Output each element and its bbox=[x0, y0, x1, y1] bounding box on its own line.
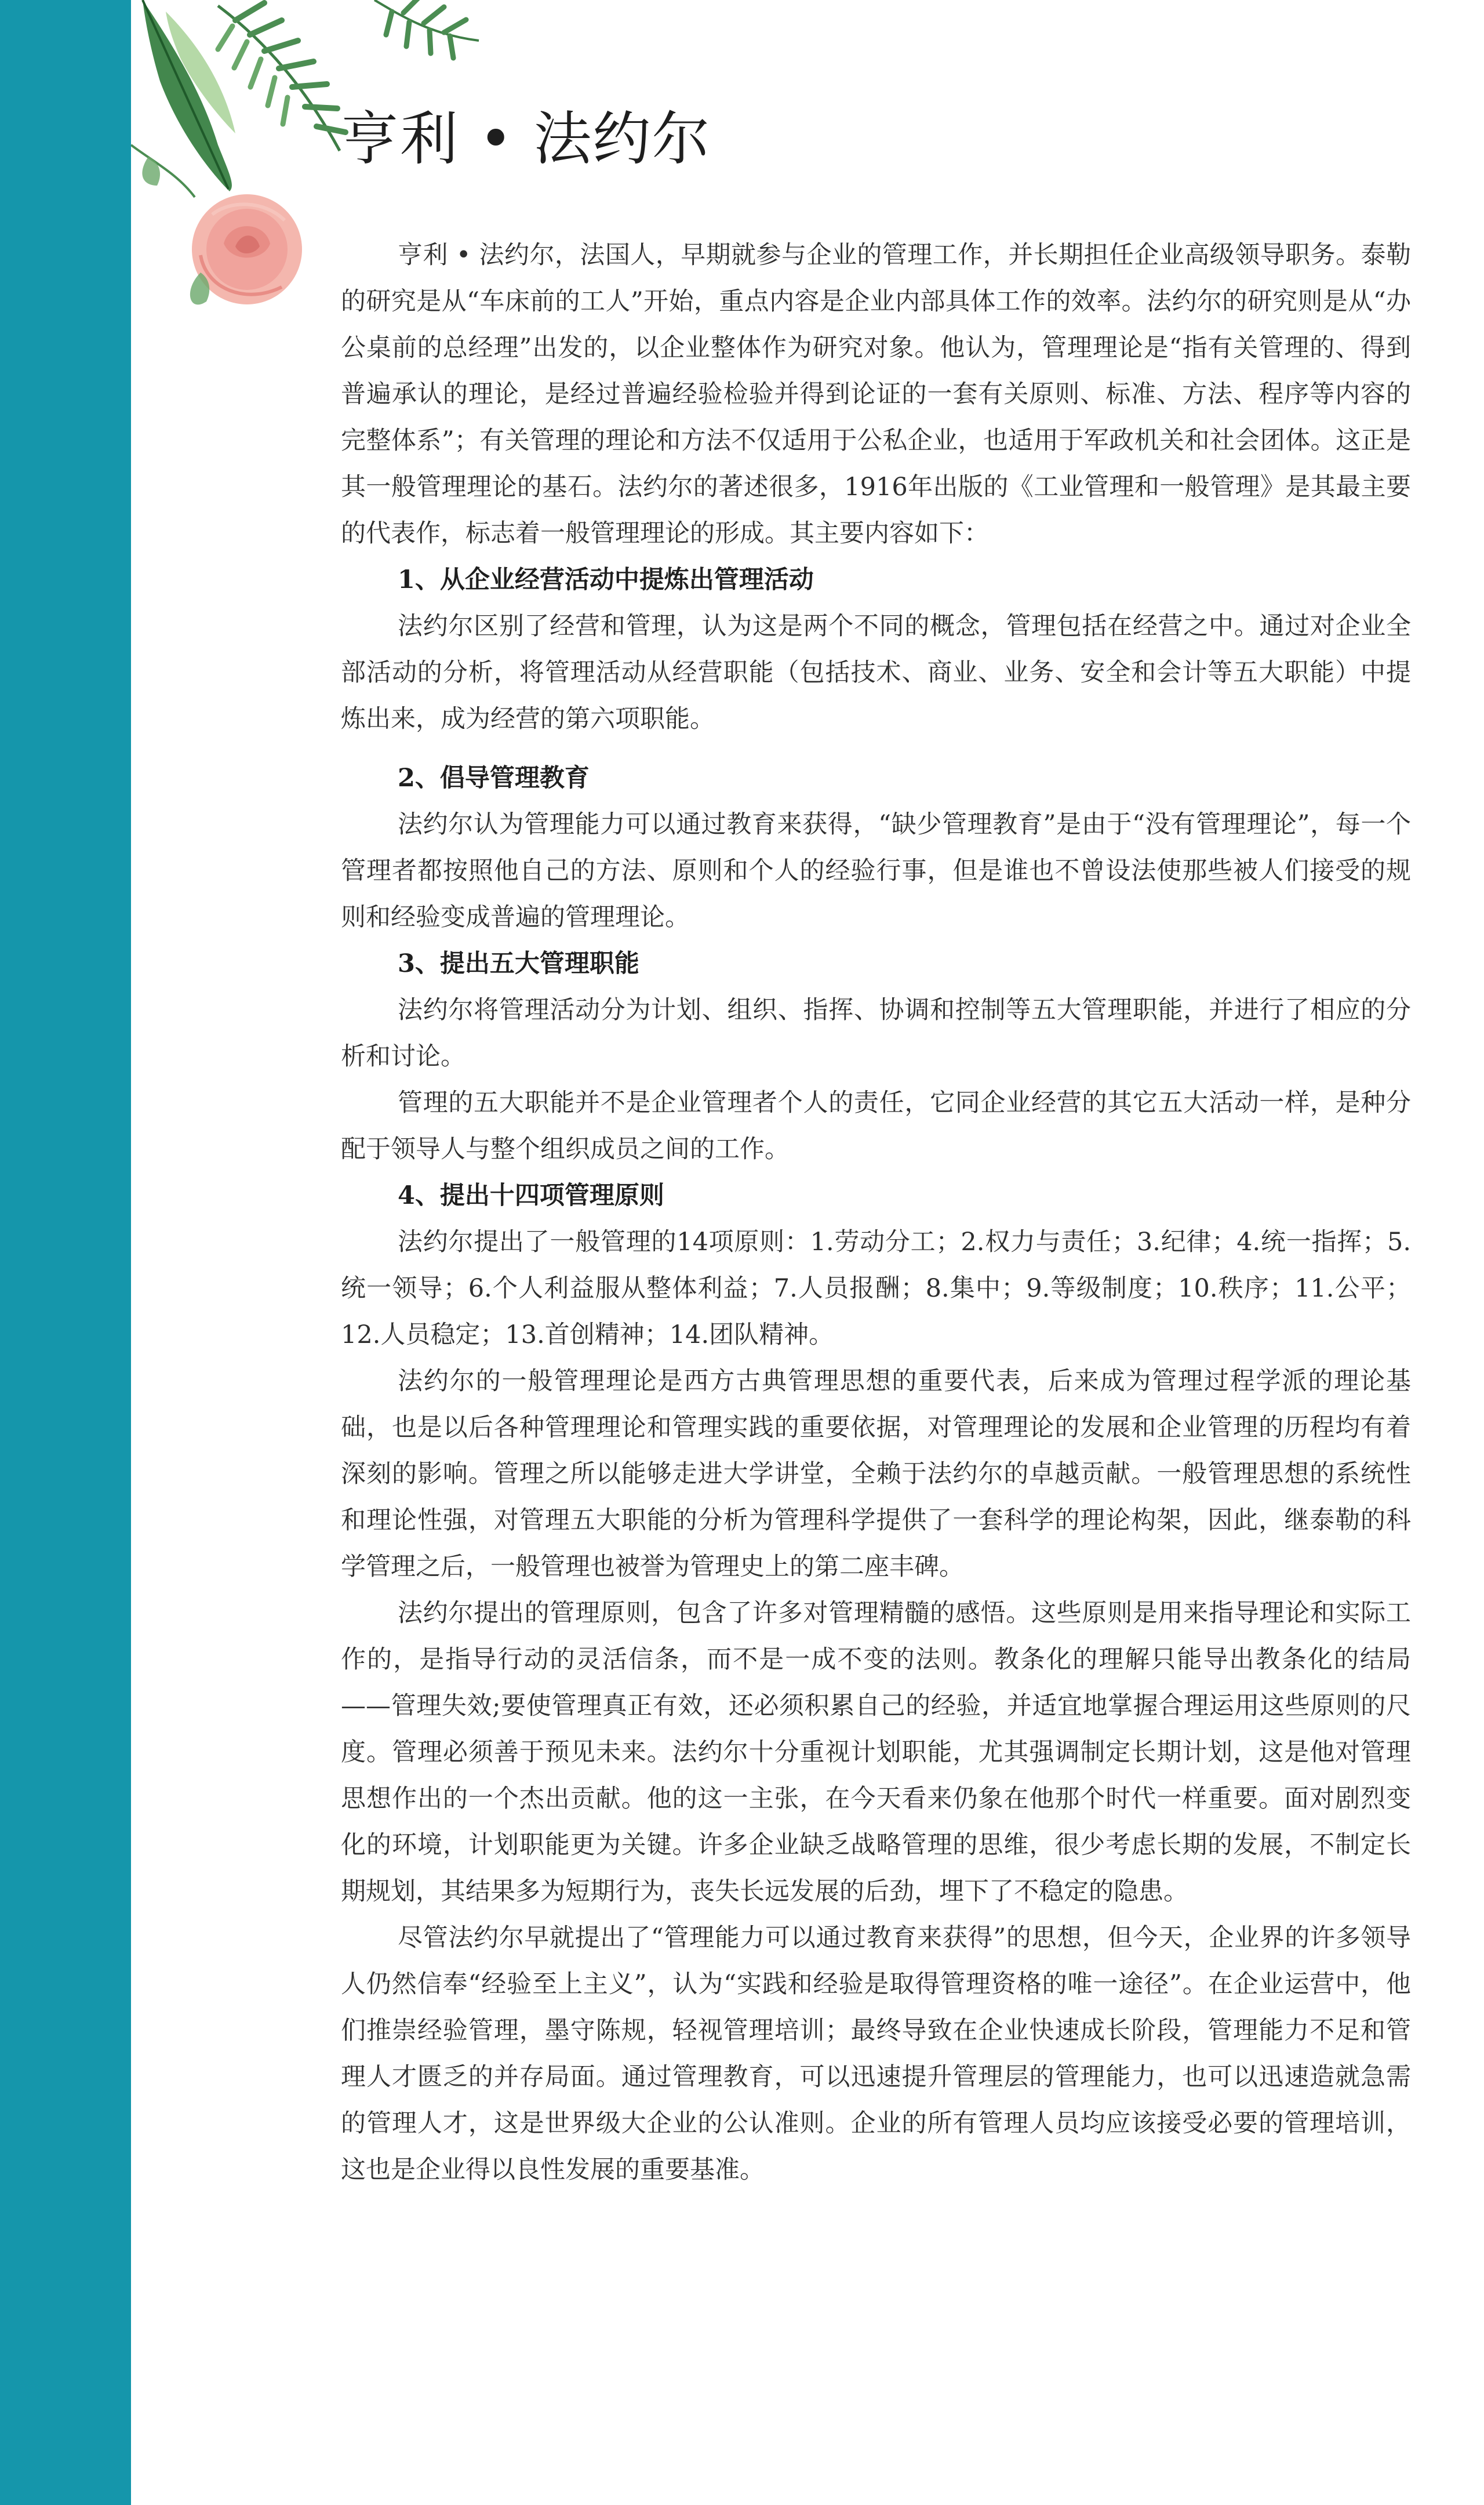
article-body bbox=[341, 232, 1411, 2193]
section-heading: 1、从企业经营活动中提炼出管理活动 bbox=[398, 565, 814, 594]
section-heading: 3、提出五大管理职能 bbox=[398, 949, 639, 978]
section-heading: 2、倡导管理教育 bbox=[398, 764, 590, 793]
section-heading: 4、提出十四项管理原则 bbox=[398, 1181, 664, 1210]
article-paragraph: 法约尔将管理活动分为计划、组织、指挥、协调和控制等五大管理职能，并进行了相应的分析和讨论。 bbox=[341, 996, 1411, 1071]
article-paragraph: 法约尔提出了一般管理的14项原则：1.劳动分工；2.权力与责任；3.纪律；4.统一指挥；5.统一领导；6.个人利益服从整体利益；7.人员报酬；8.集中；9.等级制度；10.秩序；11.公平；12.人员稳定；13.首创精神；14.团队精神。 bbox=[341, 1228, 1411, 1349]
article-paragraph: 亨利 • 法约尔，法国人，早期就参与企业的管理工作，并长期担任企业高级领导职务。泰勒的研究是从“车床前的工人”开始，重点内容是企业内部具体工作的效率。法约尔的研究则是从“办公桌前的总经理”出发的，以企业整体作为研究对象。他认为，管理理论是“指有关管理的、得到普遍承认的理论，是经过普遍经验检验并得到论证的一套有关原则、标准、方法、程序等内容的完整体系”；有关管理的理论和方法不仅适用于公私企业，也适用于军政机关和社会团体。这正是其一般管理理论的基石。法约尔的著述很多，1916年出版的《工业管理和一般管理》是其最主要的代表作，标志着一般管理理论的形成。其主要内容如下： bbox=[341, 241, 1411, 548]
article-paragraph: 尽管法约尔早就提出了“管理能力可以通过教育来获得”的思想，但今天，企业界的许多领导人仍然信奉“经验至上主义”，认为“实践和经验是取得管理资格的唯一途径”。在企业运营中，他们推崇经验管理，墨守陈规，轻视管理培训；最终导致在企业快速成长阶段，管理能力不足和管理人才匮乏的并存局面。通过管理教育，可以迅速提升管理层的管理能力，也可以迅速造就急需的管理人才，这是世界级大企业的公认准则。企业的所有管理人员均应该接受必要的管理培训，这也是企业得以良性发展的重要基准。 bbox=[341, 1923, 1411, 2184]
page-title: 亨利 • 法约尔 bbox=[341, 105, 711, 173]
article-paragraph: 法约尔区别了经营和管理，认为这是两个不同的概念，管理包括在经营之中。通过对企业全部活动的分析，将管理活动从经营职能（包括技术、商业、业务、安全和会计等五大职能）中提炼出来，成为经营的第六项职能。 bbox=[341, 612, 1411, 734]
article-paragraph: 管理的五大职能并不是企业管理者个人的责任，它同企业经营的其它五大活动一样，是种分配于领导人与整个组织成员之间的工作。 bbox=[341, 1088, 1411, 1164]
teal-sidebar bbox=[0, 0, 131, 2505]
article-paragraph: 法约尔认为管理能力可以通过教育来获得，“缺少管理教育”是由于“没有管理理论”，每一个管理者都按照他自己的方法、原则和个人的经验行事，但是谁也不曾设法使那些被人们接受的规则和经验变成普遍的管理理论。 bbox=[341, 810, 1411, 932]
article-paragraph: 法约尔提出的管理原则，包含了许多对管理精髓的感悟。这些原则是用来指导理论和实际工作的，是指导行动的灵活信条，而不是一成不变的法则。教条化的理解只能导出教条化的结局——管理失效;要使管理真正有效，还必须积累自己的经验，并适宜地掌握合理运用这些原则的尺度。管理必须善于预见未来。法约尔十分重视计划职能，尤其强调制定长期计划，这是他对管理思想作出的一个杰出贡献。他的这一主张，在今天看来仍象在他那个时代一样重要。面对剧烈变化的环境，计划职能更为关键。许多企业缺乏战略管理的思维，很少考虑长期的发展，不制定长期规划，其结果多为短期行为，丧失长远发展的后劲，埋下了不稳定的隐患。 bbox=[341, 1599, 1411, 1906]
article-paragraph: 法约尔的一般管理理论是西方古典管理思想的重要代表，后来成为管理过程学派的理论基础，也是以后各种管理理论和管理实践的重要依据，对管理理论的发展和企业管理的历程均有着深刻的影响。管理之所以能够走进大学讲堂，全赖于法约尔的卓越贡献。一般管理思想的系统性和理论性强，对管理五大职能的分析为管理科学提供了一套科学的理论构架，因此，继泰勒的科学管理之后，一般管理也被誉为管理史上的第二座丰碑。 bbox=[341, 1367, 1411, 1581]
